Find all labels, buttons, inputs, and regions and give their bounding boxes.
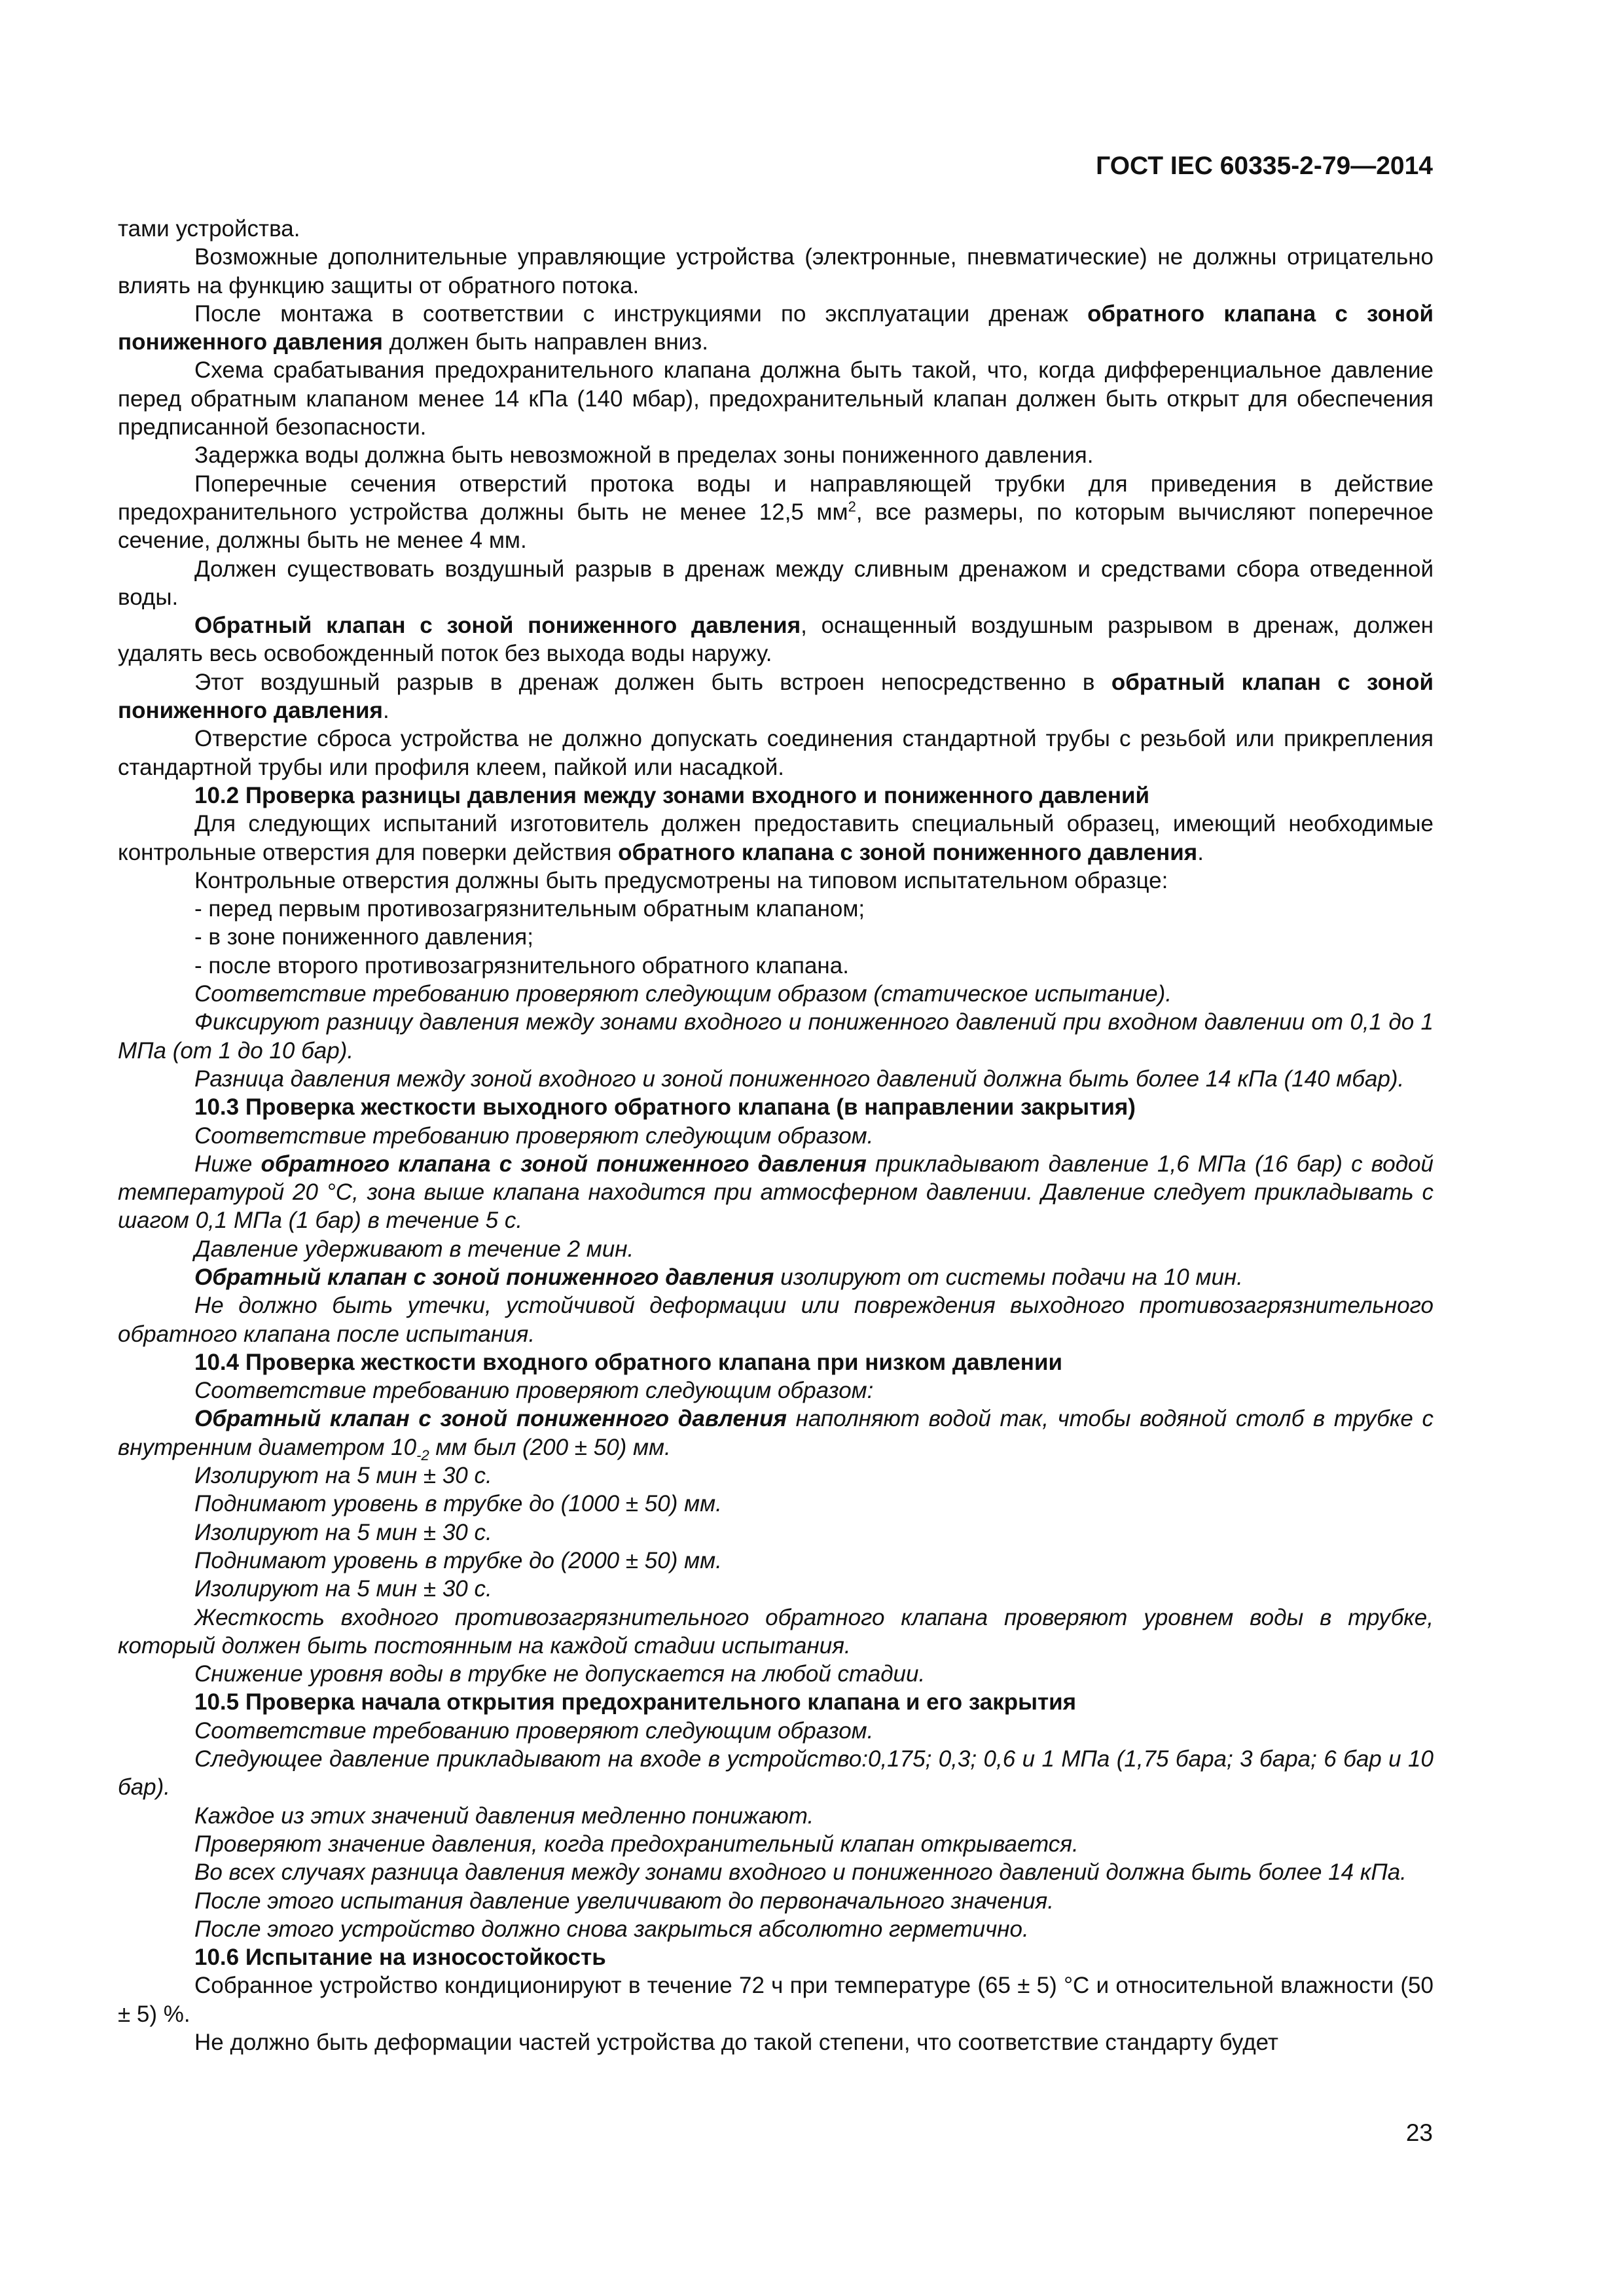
paragraph: Должен существовать воздушный разрыв в дренаж между сливным дренажом и средствами сбора отведенной воды.: [118, 556, 1434, 610]
section-heading: 10.6 Испытание на износостойкость: [194, 1945, 606, 1971]
test-paragraph: Во всех случаях разница давления между зонами входного и пониженного давлений должна быть более 14 кПа.: [194, 1859, 1407, 1886]
test-paragraph: Соответствие требованию проверяют следующим образом.: [194, 1717, 874, 1744]
paragraph: Задержка воды должна быть невозможной в пределах зоны пониженного давления.: [194, 442, 1094, 469]
paragraph: Отверстие сброса устройства не должно допускать соединения стандартной трубы с резьбой или прикрепления стандартной трубы или профиля клеем, пайкой или насадкой.: [118, 726, 1434, 780]
test-paragraph: Обратный клапан с зоной пониженного давления изолируют от системы подачи на 10 мин.: [194, 1264, 1243, 1290]
test-paragraph: Не должно быть утечки, устойчивой деформации или повреждения выходного противозагрязнительного обратного клапана после испытания.: [118, 1293, 1434, 1347]
paragraph: Поперечные сечения отверстий протока воды и направляющей трубки для приведения в действие предохранительного устройства должны быть не менее 12,5 $мм^2$, все размеры, по которым вычисляют поперечное сечение, должны быть не менее 4 мм.: [118, 471, 1434, 554]
page-number: 23: [1405, 2119, 1433, 2146]
section-heading: 10.3 Проверка жесткости выходного обратного клапана (в направлении закрытия): [194, 1094, 1136, 1121]
test-paragraph: Поднимают уровень в трубке до (2000 ± 50) мм.: [194, 1547, 722, 1573]
test-paragraph: Обратный клапан с зоной пониженного давления наполняют водой так, чтобы водяной столб в трубке с внутренним диаметром $10_{-2}$ мм был (200 ± 50) мм.: [118, 1406, 1434, 1463]
section-heading: 10.2 Проверка разницы давления между зонами входного и пониженного давлений: [194, 782, 1150, 808]
test-paragraph: Соответствие требованию проверяют следующим образом (статическое испытание).: [194, 981, 1172, 1007]
test-paragraph: Следующее давление прикладывают на входе в устройство:0,175; 0,3; 0,6 и 1 МПа (1,75 бара; 3 бара; 6 бар и 10 бар).: [118, 1746, 1434, 1801]
document-body: [118, 215, 1434, 2056]
paragraph: Этот воздушный разрыв в дренаж должен быть встроен непосредственно в обратный клапан с зоной пониженного давления.: [118, 669, 1434, 724]
test-paragraph: Изолируют на 5 мин ± 30 с.: [194, 1576, 492, 1602]
test-paragraph: После этого испытания давление увеличивают до первоначального значения.: [194, 1888, 1054, 1914]
test-paragraph: Жесткость входного противозагрязнительного обратного клапана проверяют уровнем воды в трубке, который должен быть постоянным на каждой стадии испытания.: [118, 1604, 1434, 1659]
test-paragraph: Ниже обратного клапана с зоной пониженного давления прикладывают давление 1,6 МПа (16 бар) с водой температурой 20 °С, зона выше клапана находится при атмосферном давлении. Давление следует прикладывать с шагом 0,1 МПа (1 бар) в течение 5 с.: [118, 1151, 1434, 1234]
paragraph: Контрольные отверстия должны быть предусмотрены на типовом испытательном образце:: [194, 867, 1168, 893]
paragraph: Возможные дополнительные управляющие устройства (электронные, пневматические) не должны отрицательно влиять на функцию защиты от обратного потока.: [118, 244, 1434, 298]
test-paragraph: Давление удерживают в течение 2 мин.: [194, 1236, 634, 1262]
paragraph: Для следующих испытаний изготовитель должен предоставить специальный образец, имеющий необходимые контрольные отверстия для поверки действия обратного клапана с зоной пониженного давления.: [118, 811, 1434, 865]
test-paragraph: Изолируют на 5 мин ± 30 с.: [194, 1519, 492, 1545]
paragraph: После монтажа в соответствии с инструкциями по эксплуатации дренаж обратного клапана с зоной пониженного давления должен быть направлен вниз.: [118, 300, 1434, 355]
document-header-id: ГОСТ IEC 60335-2-79—2014: [1096, 152, 1433, 180]
paragraph: Собранное устройство кондиционируют в течение 72 ч при температуре (65 ± 5) °С и относительной влажности (50 ± 5) %.: [118, 1973, 1434, 2027]
paragraph: Схема срабатывания предохранительного клапана должна быть такой, что, когда дифференциальное давление перед обратным клапаном менее 14 кПа (140 мбар), предохранительный клапан должен быть открыт для обеспечения предписанной безопасности.: [118, 357, 1434, 440]
section-heading: 10.5 Проверка начала открытия предохранительного клапана и его закрытия: [194, 1689, 1077, 1715]
test-paragraph: Разница давления между зоной входного и зоной пониженного давлений должна быть более 14 кПа (140 мбар).: [194, 1066, 1405, 1092]
test-paragraph: Соответствие требованию проверяют следующим образом.: [194, 1122, 874, 1149]
list-item: - в зоне пониженного давления;: [194, 924, 533, 950]
list-item: - после второго противозагрязнительного обратного клапана.: [194, 952, 849, 978]
test-paragraph: После этого устройство должно снова закрыться абсолютно герметично.: [194, 1916, 1029, 1942]
test-paragraph: Изолируют на 5 мин ± 30 с.: [194, 1463, 492, 1489]
test-paragraph: Каждое из этих значений давления медленно понижают.: [194, 1803, 814, 1829]
list-item: - перед первым противозагрязнительным обратным клапаном;: [194, 896, 865, 922]
test-paragraph: Поднимают уровень в трубке до (1000 ± 50) мм.: [194, 1491, 722, 1517]
test-paragraph: Фиксируют разницу давления между зонами входного и пониженного давлений при входном давлении от 0,1 до 1 МПа (от 1 до 10 бар).: [118, 1009, 1434, 1064]
test-paragraph: Соответствие требованию проверяют следующим образом:: [194, 1378, 874, 1404]
test-paragraph: Снижение уровня воды в трубке не допускается на любой стадии.: [194, 1661, 926, 1687]
paragraph: Не должно быть деформации частей устройства до такой степени, что соответствие стандарту будет: [194, 2030, 1278, 2055]
section-heading: 10.4 Проверка жесткости входного обратного клапана при низком давлении: [194, 1349, 1062, 1375]
paragraph: тами устройства.: [118, 216, 300, 242]
test-paragraph: Проверяют значение давления, когда предохранительный клапан открывается.: [194, 1831, 1079, 1857]
paragraph: Обратный клапан с зоной пониженного давления, оснащенный воздушным разрывом в дренаж, должен удалять весь освобожденный поток без выхода воды наружу.: [118, 613, 1434, 667]
